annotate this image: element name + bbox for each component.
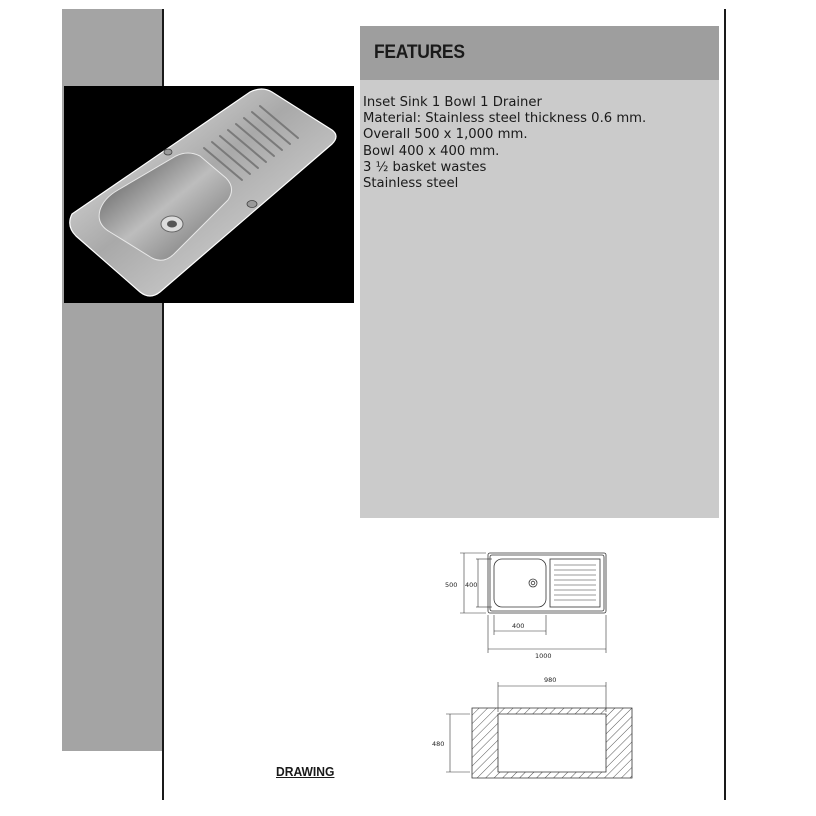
- drawing-label: DRAWING: [276, 764, 335, 779]
- dim-bowl-width: 400: [512, 622, 525, 630]
- features-list: [363, 95, 646, 192]
- feature-item: Inset Sink 1 Bowl 1 Drainer: [363, 95, 542, 110]
- feature-item: Bowl 400 x 400 mm.: [363, 143, 500, 159]
- dim-bowl-height: 400: [465, 581, 478, 589]
- feature-item: Material: Stainless steel thickness 0.6 mm.: [363, 111, 647, 127]
- feature-item: 3 ½ basket wastes: [363, 159, 487, 175]
- features-title: FEATURES: [374, 42, 465, 63]
- dim-overall-height: 500: [445, 581, 458, 589]
- top-view-drawing: [438, 545, 618, 665]
- cutout-drawing: [430, 672, 635, 784]
- dim-cutout-width: 980: [544, 676, 557, 684]
- right-rule: [724, 9, 726, 800]
- features-header: [360, 26, 719, 80]
- features-panel: [360, 80, 719, 518]
- dim-overall-width: 1000: [535, 652, 552, 660]
- sink-photo: [64, 86, 354, 303]
- feature-item: Stainless steel: [363, 176, 459, 192]
- feature-item: Overall 500 x 1,000 mm.: [363, 127, 528, 143]
- dim-cutout-height: 480: [432, 740, 445, 748]
